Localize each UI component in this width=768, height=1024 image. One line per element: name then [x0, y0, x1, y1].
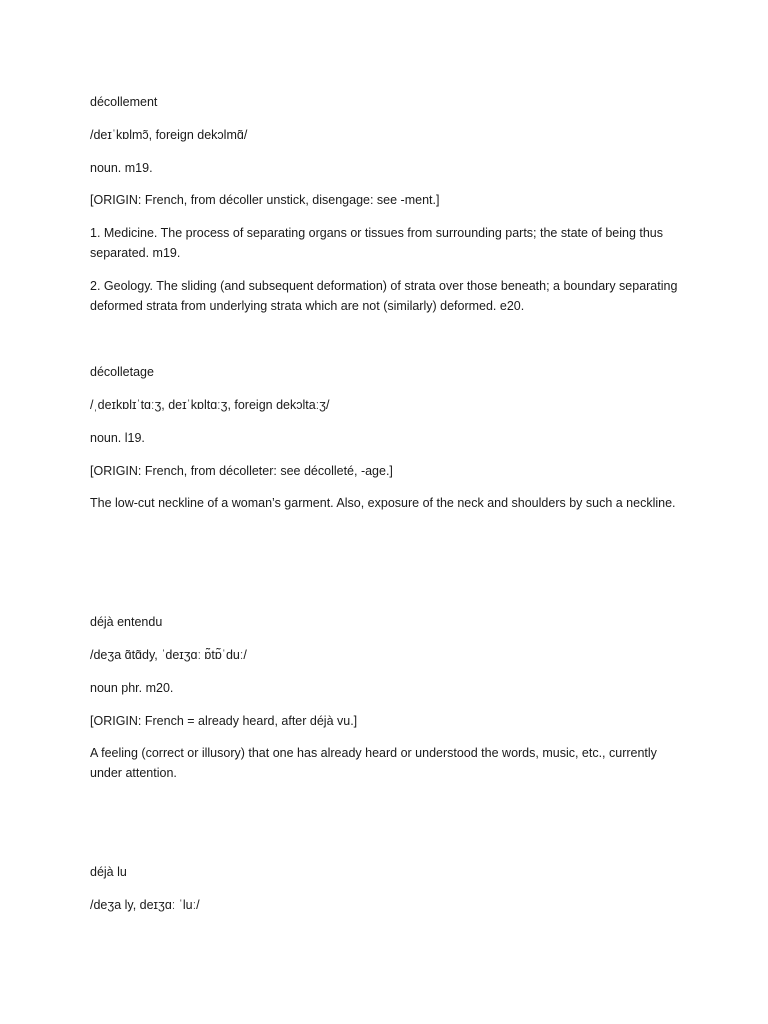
entry-part-of-speech: noun. m19.: [90, 161, 153, 175]
document-page: [90, 0, 690, 1024]
entry-part-of-speech: noun. l19.: [90, 431, 145, 445]
entry-pronunciation: /ˌdeɪkɒlɪˈtɑːʒ, deɪˈkɒltɑːʒ, foreign dekɔltaːʒ/: [90, 398, 330, 412]
entry-sense: 1. Medicine. The process of separating organs or tissues from surrounding parts; the state of being thus separated. m19.: [90, 226, 663, 260]
entry-origin: [ORIGIN: French, from décolleter: see décolleté, -age.]: [90, 464, 393, 478]
entry-headword: déjà entendu: [90, 615, 163, 629]
entry-headword: décollement: [90, 95, 158, 109]
entry-origin: [ORIGIN: French = already heard, after déjà vu.]: [90, 714, 358, 728]
entry-part-of-speech: noun phr. m20.: [90, 681, 174, 695]
entry-pronunciation: /deɪˈkɒlmɔ̃, foreign dekɔlmɑ̃/: [90, 128, 248, 142]
entry-headword: décolletage: [90, 365, 154, 379]
entry-sense: The low-cut neckline of a woman’s garment. Also, exposure of the neck and shoulders by such a neckline.: [90, 496, 676, 510]
entry-pronunciation: /deʒa ɑ̃tɑ̃dy, ˈdeɪʒɑː ɒ̃tɒ̃ˈduː/: [90, 648, 247, 662]
entry-pronunciation: /deʒa ly, deɪʒɑː ˈluː/: [90, 898, 200, 912]
entry-sense: A feeling (correct or illusory) that one has already heard or understood the words, music, etc., currently under attention.: [90, 746, 657, 780]
entry-sense: 2. Geology. The sliding (and subsequent deformation) of strata over those beneath; a boundary separating deformed strata from underlying strata which are not (similarly) deformed. e20.: [90, 279, 678, 313]
entry-origin: [ORIGIN: French, from décoller unstick, disengage: see -ment.]: [90, 193, 440, 207]
entry-headword: déjà lu: [90, 865, 127, 879]
